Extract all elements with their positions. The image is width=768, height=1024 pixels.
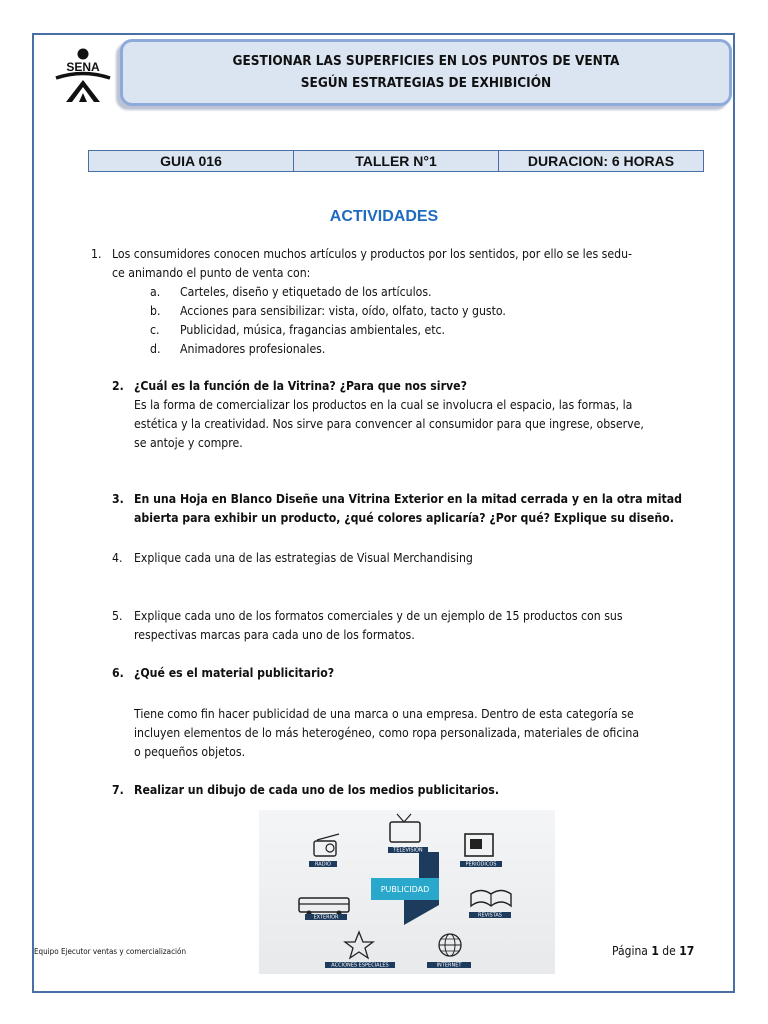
q6-question: ¿Qué es el material publicitario?: [134, 666, 335, 680]
q5-number: 5.: [112, 609, 123, 623]
guia-cell: GUIA 016: [160, 153, 222, 169]
q6-answer-line1: Tiene como fin hacer publicidad de una marca o una empresa. Dentro de esta categoría se: [134, 707, 634, 721]
bus-icon: [299, 898, 349, 921]
q7-text: Realizar un dibujo de cada uno de los medios publicitarios.: [134, 783, 499, 797]
advertising-media-image: [259, 810, 555, 974]
radio-label: RADIO: [315, 861, 331, 868]
internet-label: INTERNET: [436, 962, 462, 969]
q2-number: 2.: [112, 379, 124, 393]
header-title-line2: SEGÚN ESTRATEGIAS DE EXHIBICIÓN: [300, 75, 552, 91]
q4-text: Explique cada una de las estrategias de Visual Merchandising: [134, 551, 473, 565]
q5-line2: respectivas marcas para cada uno de los formatos.: [134, 628, 415, 642]
globe-icon: [427, 934, 471, 969]
duracion-cell: DURACION: 6 HORAS: [498, 151, 703, 171]
star-icon: [325, 932, 395, 969]
header-title-line1: GESTIONAR LAS SUPERFICIES EN LOS PUNTOS DE VENTA: [232, 53, 620, 69]
svg-text:SENA: SENA: [66, 60, 100, 74]
q2-answer-line3: se antoje y compre.: [134, 436, 243, 450]
q6-answer-line2: incluyen elementos de lo más heterogéneo, como ropa personalizada, materiales de oficina: [134, 726, 640, 740]
revistas-label: REVISTAS: [478, 912, 502, 919]
acciones-label: ACCIONES ESPECIALES: [331, 962, 389, 969]
q2-question: ¿Cuál es la función de la Vitrina? ¿Para que nos sirve?: [134, 379, 467, 393]
q3-line2: abierta para exhibir un producto, ¿qué colores aplicaría? ¿Por qué? Explique su diseño.: [134, 511, 674, 525]
activities-heading: ACTIVIDADES: [329, 208, 439, 225]
info-table: [88, 150, 704, 172]
q1-number: 1.: [91, 247, 102, 261]
periodicos-label: PERIÓDICOS: [465, 861, 497, 868]
q6-answer-line3: o pequeños objetos.: [134, 745, 246, 759]
q2-answer-line2: estética y la creatividad. Nos sirve para convencer al consumidor para que ingrese, observe,: [134, 417, 644, 431]
taller-cell: TALLER N°1: [293, 151, 498, 171]
newspaper-icon: [460, 834, 502, 868]
q7-number: 7.: [112, 783, 124, 797]
ribbon-top: [419, 852, 439, 878]
q6-number: 6.: [112, 666, 124, 680]
q2-answer-line1: Es la forma de comercializar los productos en la cual se involucra el espacio, las formas, la: [134, 398, 633, 412]
sena-logo: [52, 47, 114, 105]
exterior-label: EXTERIOR: [313, 914, 339, 921]
publicidad-label: PUBLICIDAD: [380, 885, 430, 894]
q3-number: 3.: [112, 492, 124, 506]
q4-number: 4.: [112, 551, 123, 565]
radio-icon: [309, 834, 339, 868]
q5-line1: Explique cada uno de los formatos comerciales y de un ejemplo de 15 productos con sus: [134, 609, 623, 623]
q1-text-line1: Los consumidores conocen muchos artículos y productos por los sentidos, por ello se les sedu-: [112, 247, 632, 261]
footer-page-number: Página 1 de 17: [612, 944, 695, 958]
magazine-icon: [469, 891, 511, 919]
footer-team: Equipo Ejecutor ventas y comercialización: [34, 947, 187, 956]
q3-line1: En una Hoja en Blanco Diseñe una Vitrina Exterior en la mitad cerrada y en la otra mitad: [134, 492, 682, 506]
tv-icon: [388, 814, 428, 854]
tv-label: TELEVISIÓN: [393, 847, 423, 854]
document-header: [120, 39, 732, 106]
q1-text-line2: ce animando el punto de venta con:: [112, 266, 311, 280]
